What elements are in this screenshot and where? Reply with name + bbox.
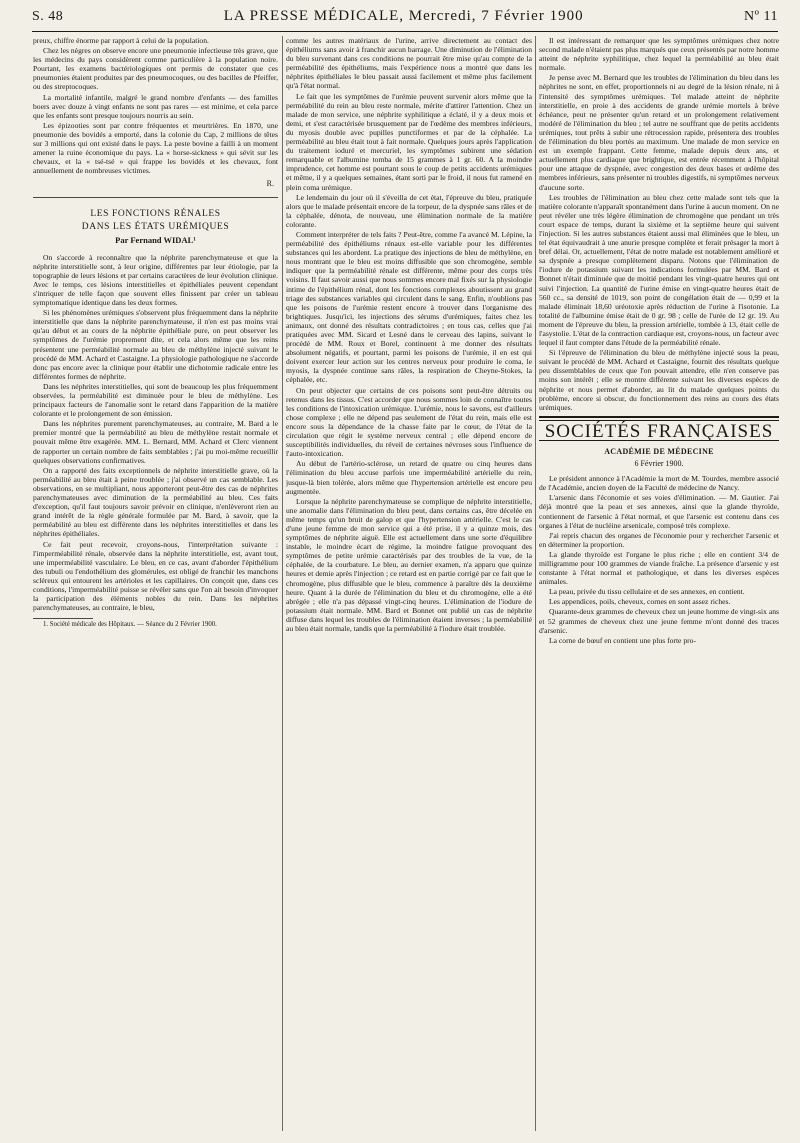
paragraph: Dans les néphrites interstitielles, qui sont de beaucoup les plus fréquemment observées, la perméabilité est diminuée pour le bleu de méthylène. Les principaux facteurs de l'anomalie sont le retard dans l'apparition de la matière colorante et le prolongement de son émission. [33, 381, 278, 419]
paragraph: On peut objecter que certains de ces poisons sont peut-être détruits ou retenus dans les tissus. C'est accorder que nous sommes loin de connaître toutes les conditions de l'intoxication urémique. L'urémie, nous le savons, est d'ailleurs chose complexe ; elle ne dépend pas seulement de l'état du rein, mais elle est encore sous la dépendance de la chasse faite par le cœur, de l'état de la circulation que régit le système nerveux central ; elle dépend encore de susceptibilités individuelles, du réveil de certaines névroses sous l'influence de l'auto-intoxication. [286, 385, 532, 459]
session-date: 6 Février 1900. [634, 459, 684, 469]
paragraph: Je pense avec M. Bernard que les troubles de l'élimination du bleu dans les néphrites ne sont, en effet, proportionnels ni au degré de la lésion rénale, ni à l'intensité des symptômes urémiques. Tel malade atteint de néphrite interstitielle, en proie à des accidents de grande urémie mortels à brève échéance, peut ne présenter qu'un retard et un prolongement relativement modéré de l'élimination du bleu ; tel autre ne souffrant que de petits accidents urémiques, tout prêts à subir une rétrocession rapide, présentera des troubles de l'élimination du bleu portés au maximum. Une malade de mon service en est un exemple frappant. Cette femme, malade depuis deux ans, et actuellement plus cardiaque que brightique, est entrée récemment à l'hôpital pour une attaque de dyspnée, avec congestion des deux bases et œdème des membres inférieurs, sans présenter ni troubles digestifs, ni symptômes nerveux d'aucune sorte. [539, 73, 779, 192]
column-divider [282, 36, 283, 1131]
paragraph: preux, chiffre énorme par rapport à celui de la population. [33, 36, 209, 45]
paragraph: Si les phénomènes urémiques s'observent plus fréquemment dans la néphrite interstitielle que dans la néphrite parenchymateuse, il n'en est pas moins vrai qu'au début et au cours de la néphrite épithéliale pure, on peut observer les symptômes de l'urémie proprement dite, et cela alors même que les reins présentent une perméabilité normale au bleu de méthylène injecté suivant le procédé de MM. Achard et Castaigne. La physiologie pathologique ne s'accorde donc pas encore avec la clinique pour établir une dichotomie radicale entre les différentes formes de néphrite. [33, 308, 278, 381]
paragraph: J'ai repris chacun des organes de l'économie pour y rechercher l'arsenic et en déterminer la proportion. [539, 530, 779, 549]
masthead [32, 8, 778, 30]
article-title [33, 208, 278, 234]
issue-number: Nº 11 [744, 9, 778, 24]
section-heading: SOCIÉTÉS FRANÇAISES [544, 420, 774, 442]
header-rule [32, 31, 778, 32]
article-title-line: LES FONCTIONS RÉNALES [90, 208, 221, 219]
signature: R. [266, 179, 274, 189]
paragraph: Les appendices, poils, cheveux, cornes en sont assez riches. [549, 597, 731, 607]
paragraph: On a rapporté des faits exceptionnels de néphrite interstitielle grave, où la perméabilité au bleu était à peine troublée ; j'ai observé un cas semblable. Les observations, en se multipliant, nous apporteront peut-être des cas de néphrites parenchymateuses avec diminution de la perméabilité au bleu. Ces faits d'exception, qu'il faut toujours savoir prévoir en clinique, n'enlèveront rien au grand intérêt de la règle générale formulée par M. Bard, à savoir, que la perméabilité au bleu est différente dans les néphrites interstitielles et dans les néphrites épithéliales. [33, 465, 278, 539]
paragraph: La corne de bœuf en contient une plus forte pro- [549, 635, 696, 645]
article-title-line: DANS LES ÉTATS URÉMIQUES [81, 221, 230, 232]
paragraph: Le lendemain du jour où il s'éveilla de cet état, l'épreuve du bleu, pratiquée alors que le malade présentait encore de la torpeur, de la dyspnée sans râles et de la céphalée, dénota, de nouveau, une élimination normale de la matière colorante. [286, 192, 532, 229]
paragraph: comme les autres matériaux de l'urine, arrive directement au contact des épithéliums sans avoir à franchir aucun barrage. Une diminution de l'élimination du bleu survenant dans ces conditions ne pourrait être mise qu'au compte de la perméabilité des épithéliums, mais l'expérience nous a montré que dans les néphrites épithéliales le bleu passait aussi facilement et même plus facilement qu'à l'état normal. [286, 36, 532, 91]
page-number: S. 48 [32, 9, 64, 24]
section-divider [33, 197, 278, 198]
byline: Par Fernand WIDAL¹ [115, 234, 196, 245]
paragraph: L'arsenic dans l'économie et ses voies d'élimination. — M. Gautier. J'ai déjà montré que la peau et ses annexes, ainsi que la glande thyroïde, contiennent de l'arsenic à l'état normal, et que l'arsenic est contenu dans ces organes à l'état de nucléine arsenicale, composé très complexe. [539, 493, 779, 530]
paragraph: Chez les nègres on observe encore une pneumonie infectieuse très grave, que les médecins du pays considèrent comme particulière à la population noire. Pourtant, les examens bactériologiques ont permis de constater que ces pneumonies étaient produites par des pneumocoques, ou des bacilles de Pfeiffer, ou des streptocoques. [33, 46, 278, 92]
paragraph: Il est intéressant de remarquer que les symptômes urémiques chez notre second malade n'étaient pas plus marqués que ceux présentés par notre homme atteint de néphrite syphilitique, chez lequel la perméabilité au bleu était normale. [539, 36, 779, 73]
paragraph: Dans les néphrites purement parenchymateuses, au contraire, M. Bard a le premier montré que la perméabilité au bleu de méthylène restait normale et pouvait même être exagérée. MM. L. Bernard, MM. Achard et Clerc viennent de rapporter un certain nombre de faits semblables ; j'ai pu moi-même recueillir quelques observations confirmatives. [33, 419, 278, 465]
newspaper-title: LA PRESSE MÉDICALE, Mercredi, 7 Février 1900 [223, 8, 584, 24]
paragraph: Au début de l'artério-sclérose, un retard de quatre ou cinq heures dans l'élimination du bleu accuse parfois une imperméabilité artérielle du rein, jusque-là bien tolérée, alors même que l'hypertension artérielle est encore peu augmentée. [286, 459, 532, 496]
column-divider [535, 36, 536, 1131]
column-3 [539, 36, 779, 1135]
paragraph: On s'accorde à reconnaître que la néphrite parenchymateuse et que la néphrite interstitielle sont, à leur origine, différentes par leur étiologie, par la topographie de leurs lésions et par certains caractères de leur évolution clinique. Avec le temps, ces lésions interstitielles et épithéliales peuvent cependant s'intriquer de telle façon que souvent elles finissent par créer un tableau symptomatique identique dans les deux formes. [33, 252, 278, 308]
paragraph: Les troubles de l'élimination au bleu chez cette malade sont tels que la matière colorante n'apparaît spontanément dans l'urine à aucun moment. On ne peut révéler une très légère élimination de chromogène que pendant un très court espace de temps, durant la sixième et la septième heure qui suivent l'injection. Si les autres substances étaient aussi mal éliminées que le bleu, un tel état équivaudrait à une anurie presque complète et ferait présager la mort à bref délai. Or, actuellement, l'état de notre malade est notablement amélioré et sa dyspnée a presque complètement disparu. Notons que l'élimination de l'iodure de potassium suivant les indications formulées par MM. Bard et Bonnet n'était diminuée que de moitié pendant les vingt-quatre heures qui ont suivi l'injection. La quantité de l'urine émise en vingt-quatre heures était de 560 cc., sa densité de 1019, son point de congélation était de — 0,99 et la malade éliminait 18,60 uréotoxie après réduction de l'urine à l'isotonie. La totalité de l'albumine émise était de 0 gr. 98 ; celle de l'urée de 12 gr. 19. Au moment de l'épreuve du bleu, la pression artérielle, tombée à 13, était celle de l'asystolie. L'état de la contraction cardiaque est, croyons-nous, un facteur avec lequel il faut compter dans l'étude de la perméabilité rénale. [539, 192, 779, 348]
section-divider [539, 416, 779, 418]
paragraph: La peau, privée du tissu cellulaire et de ses annexes, en contient. [549, 587, 745, 597]
paragraph: Lorsque la néphrite parenchymateuse se complique de néphrite interstitielle, une anomalie dans l'élimination du bleu peut, dans certains cas, être décelée en même temps qu'un bruit de galop et que l'hypertension artérielle. C'est le cas d'une jeune femme de mon service qui a été prise, il y a quinze mois, des symptômes de néphrite aiguë. Elle est actuellement dans une sorte d'équilibre instable, le moindre écart de régime, la moindre fatigue provoquant des symptômes de petite urémie caractérisés par des troubles de la vue, de la céphalée, de la courbature. Le bleu, au dernier examen, n'a apparu que quinze heures et demie après l'injection ; ce retard est en partie corrigé par ce fait que le chromogène, plus diffusible que le bleu, commence à paraître dès la deuxième heure. Quant à la durée de l'élimination du bleu et du chromogène, elle a été abrégée ; elle n'a pas dépassé vingt-cinq heures. L'élimination de l'iodure de potassium était normale. MM. Bard et Bonnet ont publié un cas de néphrite diffuse dans lequel les troubles de l'élimination étaient inverses ; la perméabilité au bleu était normale, tandis que la perméabilité à l'iodure était troublée. [286, 496, 532, 633]
paragraph: Ce fait peut recevoir, croyons-nous, l'interprétation suivante : l'imperméabilité rénale, observée dans la néphrite interstitielle, est, avant tout, une imperméabilité vasculaire. Le bleu, en ce cas, avant d'aborder l'épithélium des tubuli ou l'endothélium des glomérules, est obligé de franchir les manchons scléreux qui entourent les artérioles et les capillaires. On conçoit que, dans ces conditions, l'imperméabilité puisse se révéler sans que l'on ait besoin d'invoquer la participation des éléments nobles du rein. Dans les néphrites parenchymateuses, au contraire, le bleu, [33, 539, 278, 613]
paragraph: La glande thyroïde est l'organe le plus riche ; elle en contient 3/4 de milligramme pour 100 grammes de viande fraîche. La présence d'arsenic y est constante à l'état normal et pathologique, et dans les diverses espèces animales. [539, 549, 779, 587]
subsection-heading: ACADÉMIE DE MÉDECINE [604, 446, 714, 456]
footnote-rule [33, 618, 93, 619]
column-1 [33, 36, 278, 1135]
paragraph: Les épizooties sont par contre fréquentes et meurtrières. En 1870, une pneumonie des bovidés a emporté, dans la colonie du Cap, 2 millions de têtes sur 3 millions qui ont existé dans le pays. La peste bovine a failli à un moment amener la ruine économique du pays. La « horse-sickness » qui sévit sur les chevaux, et la « tsé-tsé » qui frappe les bovidés et les chevaux, font annuellement de nombreuses victimes. [33, 120, 278, 176]
paragraph: La mortalité infantile, malgré le grand nombre d'enfants — des familles boers avec douze à vingt enfants ne sont pas rares — est minime, et cela parce que les enfants sont presque toujours nourris au sein. [33, 92, 278, 120]
paragraph: Comment interpréter de tels faits ? Peut-être, comme l'a avancé M. Lépine, la perméabilité des épithéliums rénaux est-elle variable pour les différentes substances qui les abordent. La pratique des injections de bleu de méthylène, en nous montrant que le bleu est moins diffusible que son chromogène, semble indiquer que la perméabilité rénale est différente, même pour des corps très voisins. Il faut savoir aussi que nous sommes encore mal fixés sur la physiologie intime de l'épithélium rénal, dont les fonctions complexes aboutissent au grand triage des substances variables qui circulent dans le sang. Enfin, n'oublions pas que les poisons de l'urémie restent encore à trouver dans l'organisme des brightiques. Jusqu'ici, les injections des sérums d'urémiques, faites chez les animaux, ont donné des résultats contradictoires ; en tous cas, celles que j'ai pratiquées avec MM. Sicard et Lesné dans le cerveau des lapins, suivant le procédé de MM. Roux et Borel, continuent à me donner des résultats absolument négatifs, et pourtant, parmi les poisons de l'urémie, il en est qui doivent exercer leur action sur les centres nerveux pour produire le coma, le myosis, la dyspnée continue sans râles, la respiration de Cheyne-Stokes, la céphalée, etc. [286, 229, 532, 385]
paragraph: Le président annonce à l'Académie la mort de M. Tourdes, membre associé de l'Académie, ancien doyen de la Faculté de médecine de Nancy. [539, 474, 779, 493]
paragraph: Quarante-deux grammes de cheveux chez un jeune homme de vingt-six ans et 52 grammes de cheveux chez une jeune femme m'ont donné des traces d'arsenic. [539, 607, 779, 635]
column-2 [286, 36, 532, 1135]
footnote: 1. Société médicale des Hôpitaux. — Séance du 2 Février 1900. [43, 621, 217, 629]
paragraph: Le fait que les symptômes de l'urémie peuvent survenir alors même que la perméabilité du rein au bleu reste normale, mérite d'attirer l'attention. Chez un malade de mon service, une néphrite syphilitique a éclaté, il y a deux mois et demi, et s'est caractérisée brusquement par de l'œdème des membres inférieurs, du myosis double avec pupilles punctiformes et par de la céphalée. La perméabilité au bleu était tout à fait normale. Quelques jours après l'application du traitement ioduré et mercuriel, les symptômes subirent une sédation remarquable et l'albumine tomba de 15 grammes à 1 gr. 60. A la moindre imprudence, cet homme est pourtant sous le coup de petits accidents urémiques et même, il y a quelques semaines, étant sorti par le froid, il nous fut ramené en plein coma urémique. [286, 91, 532, 192]
paragraph: Si l'épreuve de l'élimination du bleu de méthylène injecté sous la peau, suivant le procédé de MM. Achard et Castaigne, fournit des résultats quelque peu dissemblables de ceux que l'on pouvait attendre, elle n'en conserve pas moins son intérêt ; elle se montre différente suivant les diverses espèces de néphrite et nous permet d'aborder, au lit du malade quelques points du problème, encore si obscur, du fonctionnement des reins au cours des états urémiques. [539, 348, 779, 412]
